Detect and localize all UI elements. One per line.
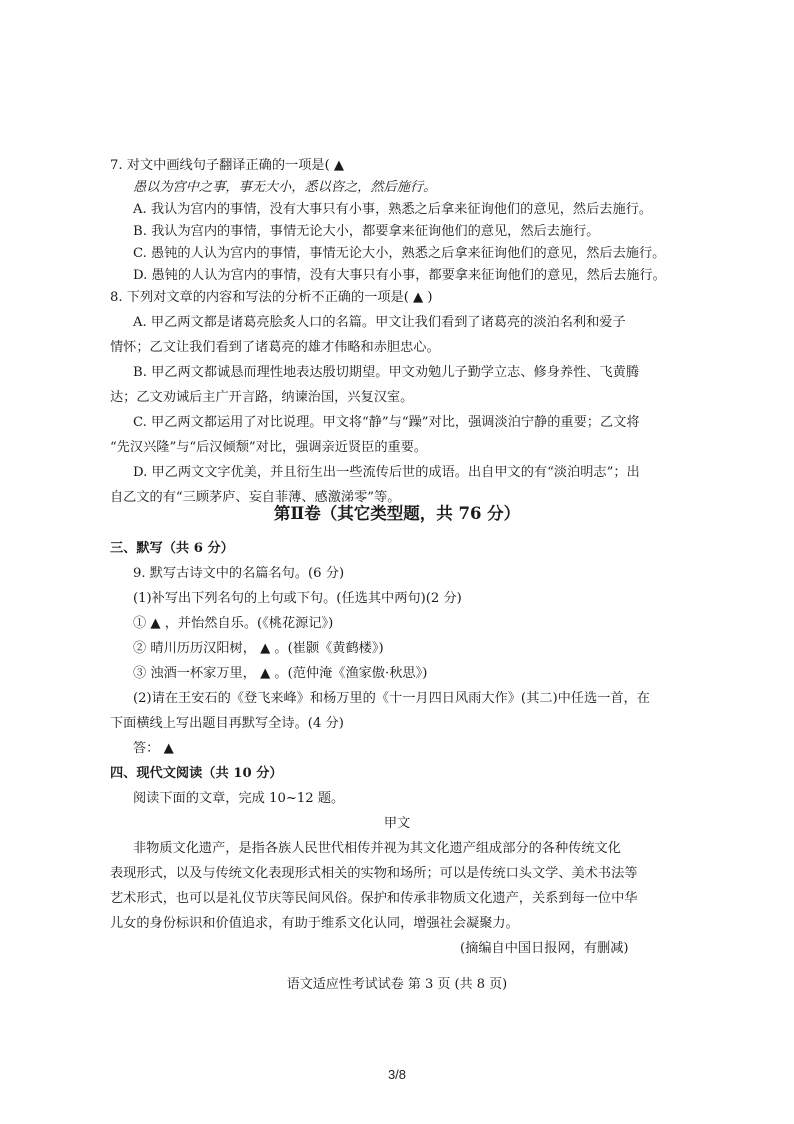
q7-option-b: B. 我认为宫内的事情，事情无论大小，都要拿来征询他们的意见，然后去施行。 bbox=[133, 224, 600, 239]
q8-line-1: A. 甲乙两文都是诸葛亮脍炙人口的名篇。甲文让我们看到了诸葛亮的淡泊名利和爱子 bbox=[133, 315, 626, 330]
q9-answer: 答： ▲ bbox=[133, 741, 174, 756]
q8-line-4: 达；乙文劝诫后主广开言路，纳谏治国，兴复汉室。 bbox=[110, 390, 414, 405]
q7-option-a: A. 我认为宫内的事情，没有大事只有小事，熟悉之后拿来征询他们的意见，然后去施行。 bbox=[133, 202, 653, 217]
passage-line-3: 艺术形式，也可以是礼仪节庆等民间风俗。保护和传承非物质文化遗产，关系到每一位中华 bbox=[110, 891, 638, 906]
q7-option-c: C. 愚钝的人认为宫内的事情，事情无论大小，熟悉之后拿来征询他们的意见，然后去施行。 bbox=[133, 246, 666, 261]
q9-stem: 9. 默写古诗文中的名篇名句。(6 分) bbox=[133, 566, 345, 581]
q7-quote: 愚以为宫中之事，事无大小，悉以咨之，然后施行。 bbox=[133, 180, 437, 195]
part2-title: 第Ⅱ卷（其它类型题，共 76 分） bbox=[273, 504, 521, 523]
passage-title: 甲文 bbox=[383, 816, 411, 831]
passage-line-2: 表现形式，以及与传统文化表现形式相关的实物和场所；可以是传统口头文学、美术书法等 bbox=[110, 866, 638, 881]
passage-line-4: 儿女的身份标识和价值追求，有助于维系文化认同，增强社会凝聚力。 bbox=[110, 916, 519, 931]
q8-line-2: 情怀；乙文让我们看到了诸葛亮的雄才伟略和赤胆忠心。 bbox=[110, 340, 440, 355]
q9-item-2: ② 晴川历历汉阳树， ▲ 。(崔颢《黄鹤楼》) bbox=[133, 641, 384, 656]
section3-heading: 三、默写（共 6 分） bbox=[110, 541, 234, 556]
q8-line-7: D. 甲乙两文文字优美，并且衍生出一些流传后世的成语。出自甲文的有“淡泊明志”；出 bbox=[133, 465, 640, 480]
q8-line-6: “先汉兴隆”与“后汉倾颓”对比，强调亲近贤臣的重要。 bbox=[110, 440, 428, 455]
q7-stem: 7. 对文中画线句子翻译正确的一项是( ▲ bbox=[110, 158, 345, 173]
passage-line-1: 非物质文化遗产，是指各族人民世代相传并视为其文化遗产组成部分的各种传统文化 bbox=[133, 841, 621, 856]
section4-heading: 四、现代文阅读（共 10 分） bbox=[110, 766, 283, 781]
q9-sub2-line1: (2)请在王安石的《登飞来峰》和杨万里的《十一月四日风雨大作》(其二)中任选一首，在 bbox=[133, 691, 650, 706]
q8-line-8: 自乙文的有“三顾茅庐、妄自菲薄、感激涕零”等。 bbox=[110, 490, 401, 505]
q8-line-5: C. 甲乙两文都运用了对比说理。甲文将“静”与“躁”对比，强调淡泊宁静的重要；乙文将 bbox=[133, 415, 640, 430]
q9-sub2-line2: 下面横线上写出题目再默写全诗。(4 分) bbox=[110, 716, 344, 731]
page-footer: 语文适应性考试试卷 第 3 页 (共 8 页) bbox=[286, 977, 508, 992]
q9-sub1: (1)补写出下列名句的上句或下句。(任选其中两句)(2 分) bbox=[133, 591, 462, 606]
q8-stem: 8. 下列对文章的内容和写法的分析不正确的一项是( ▲ ) bbox=[110, 290, 433, 305]
q9-item-3: ③ 浊酒一杯家万里， ▲ 。(范仲淹《渔家傲·秋思》) bbox=[133, 666, 428, 681]
q8-line-3: B. 甲乙两文都诚恳而理性地表达殷切期望。甲文劝勉儿子勤学立志、修身养性、飞黄腾 bbox=[133, 365, 640, 380]
q9-item-1: ① ▲ ，并怡然自乐。(《桃花源记》) bbox=[133, 616, 334, 631]
q7-option-d: D. 愚钝的人认为宫内的事情，没有大事只有小事，都要拿来征询他们的意见，然后去施行。 bbox=[133, 268, 666, 283]
section4-intro: 阅读下面的文章，完成 10~12 题。 bbox=[133, 791, 345, 806]
passage-source: (摘编自中国日报网，有删减) bbox=[460, 941, 629, 956]
page-indicator: 3/8 bbox=[387, 1067, 407, 1082]
